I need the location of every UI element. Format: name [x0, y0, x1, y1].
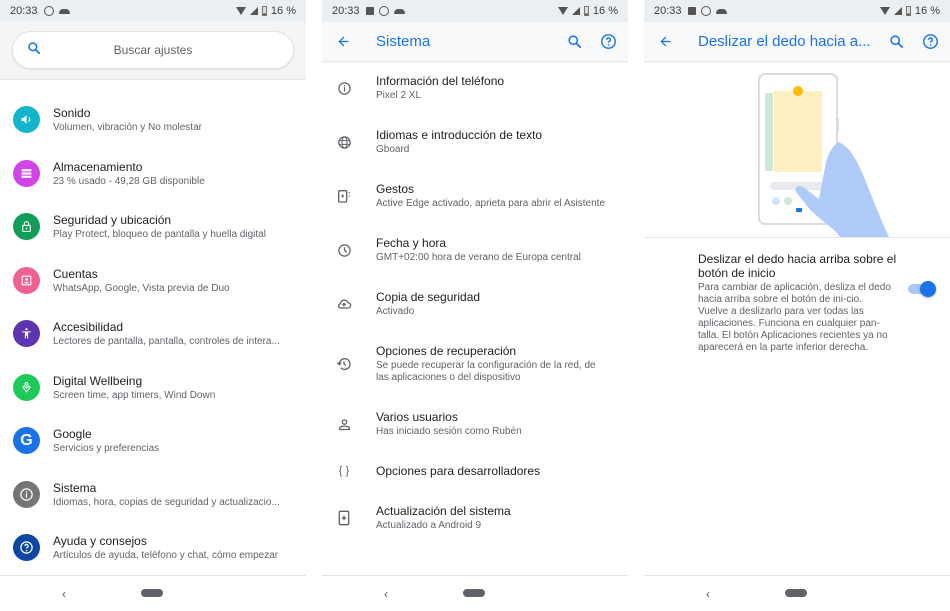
- swipe-up-screen: [644, 0, 950, 611]
- settings-item-google[interactable]: [0, 414, 306, 468]
- volume-icon: [13, 106, 40, 133]
- status-time: 20:33: [10, 5, 38, 17]
- battery-percent: 16 %: [592, 5, 618, 17]
- item-subtitle: Screen time, app timers, Wind Down: [53, 389, 216, 401]
- google-icon: G: [13, 427, 40, 454]
- navigation-bar: [644, 575, 950, 611]
- cloud-notification-icon: [59, 9, 70, 14]
- settings-item-digital-wellbeing[interactable]: [0, 361, 306, 415]
- back-arrow-icon[interactable]: [658, 34, 674, 49]
- whatsapp-notification-icon: [701, 6, 711, 16]
- page-title: Sistema: [376, 33, 431, 50]
- settings-screen: [0, 0, 306, 611]
- setting-description: Para cambiar de aplicación, desliza el dedo hacia arriba sobre el botón de ini-cio. Vuelve a deslizarlo para ver todas las aplicaciones. Funciona en cualquier pan-talla. El botón Aplicaciones recientes ya no aparecerá en la parte inferior derecha.: [698, 282, 891, 353]
- item-subtitle: Se puede recuperar la configuración de la red, de las aplicaciones o del dispositivo: [376, 360, 596, 383]
- battery-percent: 16 %: [914, 5, 940, 17]
- item-title: Google: [53, 427, 92, 442]
- item-title: Copia de seguridad: [376, 290, 481, 304]
- braces-icon: { }: [338, 465, 350, 477]
- signal-icon: [894, 7, 902, 15]
- help-icon[interactable]: [598, 32, 618, 52]
- item-title: Sonido: [53, 106, 91, 121]
- settings-list: [0, 80, 306, 575]
- nav-home-pill[interactable]: [463, 589, 485, 597]
- search-placeholder: Buscar ajustes: [113, 43, 193, 57]
- system-item-recuperacion[interactable]: [322, 344, 618, 384]
- info-icon: [335, 81, 353, 96]
- item-title: Idiomas e introducción de texto: [376, 128, 543, 142]
- help-icon: [13, 534, 40, 561]
- item-subtitle: WhatsApp, Google, Vista previa de Duo: [53, 282, 230, 294]
- swipe-gesture-illustration: [644, 62, 950, 238]
- system-item-info[interactable]: [322, 74, 628, 102]
- system-item-fecha-hora[interactable]: [322, 236, 628, 264]
- item-subtitle: Activado: [376, 306, 415, 317]
- settings-item-almacenamiento[interactable]: [0, 147, 306, 201]
- item-subtitle: Lectores de pantalla, pantalla, controles de intera...: [53, 336, 280, 348]
- system-item-desarrolladores[interactable]: [322, 464, 628, 478]
- item-subtitle: Pixel 2 XL: [376, 90, 422, 101]
- item-title: Digital Wellbeing: [53, 373, 143, 388]
- restore-icon: [335, 356, 353, 372]
- item-title: Gestos: [376, 182, 415, 196]
- help-icon[interactable]: [920, 32, 940, 52]
- system-item-idiomas[interactable]: [322, 128, 628, 156]
- globe-icon: [335, 135, 353, 150]
- item-subtitle: Play Protect, bloqueo de pantalla y huella digital: [53, 229, 266, 241]
- swipe-up-toggle[interactable]: [906, 279, 936, 299]
- signal-icon: [250, 7, 258, 15]
- gestures-icon: [335, 188, 353, 204]
- app-bar: [322, 22, 628, 62]
- item-subtitle: 23 % usado - 49,28 GB disponible: [53, 175, 205, 187]
- item-subtitle: Volumen, vibración y No molestar: [53, 122, 202, 134]
- search-icon[interactable]: [564, 32, 584, 52]
- signal-icon: [572, 7, 580, 15]
- search-icon[interactable]: [886, 32, 906, 52]
- item-subtitle: Actualizado a Android 9: [376, 520, 482, 531]
- settings-item-sistema[interactable]: [0, 468, 306, 522]
- storage-icon: [13, 160, 40, 187]
- item-title: Almacenamiento: [53, 159, 143, 174]
- item-subtitle: GMT+02:00 hora de verano de Europa central: [376, 252, 581, 263]
- item-title: Actualización del sistema: [376, 504, 511, 518]
- battery-percent: 16 %: [270, 5, 296, 17]
- image-notification-icon: [366, 7, 374, 15]
- wifi-icon: [880, 7, 890, 15]
- item-subtitle: Active Edge activado, aprieta para abrir el Asistente: [376, 198, 606, 209]
- system-screen: [322, 0, 628, 611]
- status-time: 20:33: [654, 5, 682, 17]
- navigation-bar: [322, 575, 628, 611]
- toggle-thumb: [920, 281, 936, 297]
- item-title: Información del teléfono: [376, 74, 505, 88]
- cloud-notification-icon: [716, 9, 727, 14]
- item-title: Seguridad y ubicación: [53, 213, 172, 228]
- setting-title: Deslizar el dedo hacia arriba sobre el botón de inicio: [698, 252, 897, 280]
- swipe-up-setting-row[interactable]: [644, 238, 950, 354]
- wellbeing-icon: [13, 374, 40, 401]
- item-title: Opciones para desarrolladores: [376, 464, 541, 478]
- item-subtitle: Gboard: [376, 144, 410, 155]
- item-title: Ayuda y consejos: [53, 534, 147, 549]
- system-item-gestos[interactable]: [322, 182, 628, 210]
- nav-back-button[interactable]: ‹: [706, 587, 710, 601]
- item-title: Varios usuarios: [376, 410, 458, 424]
- system-update-icon: [335, 510, 353, 526]
- navigation-bar: [0, 575, 306, 611]
- clock-icon: [335, 243, 353, 258]
- battery-icon: [906, 6, 911, 16]
- item-subtitle: Has iniciado sesión como Rubén: [376, 426, 522, 437]
- nav-home-pill[interactable]: [141, 589, 163, 597]
- lock-icon: [13, 213, 40, 240]
- item-title: Cuentas: [53, 266, 98, 281]
- wifi-icon: [236, 7, 246, 15]
- status-time: 20:33: [332, 5, 360, 17]
- battery-icon: [262, 6, 267, 16]
- item-subtitle: Artículos de ayuda, teléfono y chat, cómo empezar: [53, 550, 279, 562]
- item-subtitle: Idiomas, hora, copias de seguridad y actualizacio...: [53, 496, 280, 508]
- system-item-copia-seguridad[interactable]: [322, 290, 628, 318]
- battery-icon: [584, 6, 589, 16]
- status-bar: [322, 0, 628, 22]
- system-item-actualizacion[interactable]: [322, 504, 628, 532]
- image-notification-icon: [688, 7, 696, 15]
- nav-back-button[interactable]: ‹: [62, 587, 66, 601]
- user-icon: [335, 417, 353, 432]
- app-bar: [644, 22, 950, 62]
- settings-item-ayuda[interactable]: [0, 521, 306, 575]
- account-icon: [13, 267, 40, 294]
- cloud-backup-icon: [335, 296, 353, 312]
- info-icon: [13, 481, 40, 508]
- system-item-usuarios[interactable]: [322, 410, 628, 438]
- search-input[interactable]: [12, 31, 294, 69]
- settings-item-cuentas[interactable]: [0, 254, 306, 308]
- accessibility-icon: [13, 320, 40, 347]
- settings-item-sonido[interactable]: [0, 93, 306, 147]
- page-title: Deslizar el dedo hacia a...: [698, 33, 871, 50]
- status-bar: [644, 0, 950, 22]
- whatsapp-notification-icon: [44, 6, 54, 16]
- search-header: [0, 22, 306, 80]
- item-title: Sistema: [53, 480, 97, 495]
- item-subtitle: Servicios y preferencias: [53, 443, 160, 455]
- status-bar: [0, 0, 306, 22]
- nav-back-button[interactable]: ‹: [384, 587, 388, 601]
- wifi-icon: [558, 7, 568, 15]
- item-title: Opciones de recuperación: [376, 344, 517, 358]
- settings-item-accesibilidad[interactable]: [0, 307, 306, 361]
- item-title: Accesibilidad: [53, 320, 124, 335]
- item-title: Fecha y hora: [376, 236, 447, 250]
- back-arrow-icon[interactable]: [336, 34, 352, 49]
- cloud-notification-icon: [394, 9, 405, 14]
- whatsapp-notification-icon: [379, 6, 389, 16]
- nav-home-pill[interactable]: [785, 589, 807, 597]
- settings-item-seguridad[interactable]: [0, 200, 306, 254]
